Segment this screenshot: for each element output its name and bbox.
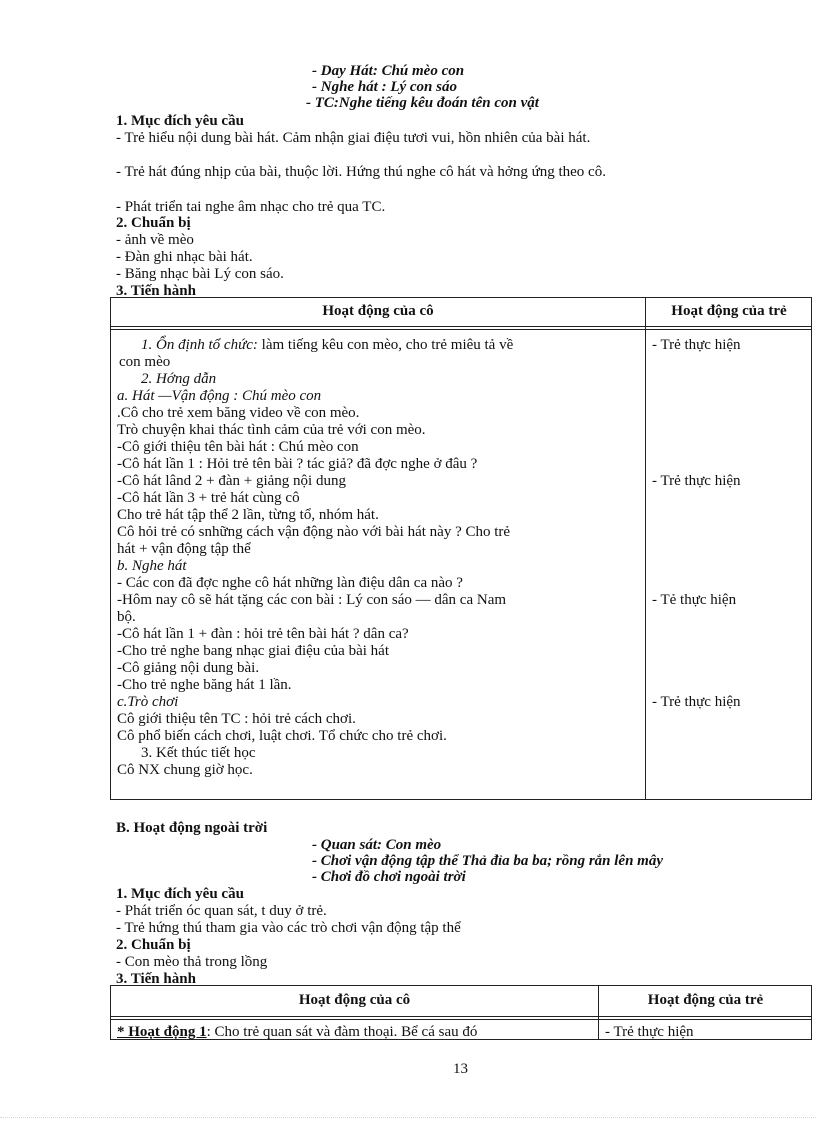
goals-heading: 1. Mục đích yêu cầu (116, 113, 244, 129)
line-a9: hát + vận động tập thể (117, 541, 251, 557)
line-b5: -Cho trẻ nghe bang nhạc giai điệu của bài hát (117, 643, 389, 659)
b-goal-2: - Trẻ hứng thú tham gia vào các trò chơi vận động tập thể (116, 920, 461, 936)
line-a8: Cô hỏi trẻ có snhững cách vận động nào với bài hát này ? Cho trẻ (117, 524, 511, 540)
goal-1: - Trẻ hiểu nội dung bài hát. Cảm nhận giai điệu tươi vui, hồn nhiên của bài hát. (116, 130, 591, 146)
step-1-line (141, 337, 513, 354)
b-header-divider-double (111, 1019, 811, 1020)
step-1-text: làm tiếng kêu con mèo, cho trẻ miêu tả về (257, 337, 514, 353)
child-column-header: Hoạt động của trẻ (671, 303, 787, 319)
line-b2: -Hôm nay cô sẽ hát tặng các con bài : Lý con sáo — dân ca Nam (117, 592, 507, 608)
activity-table (110, 297, 812, 800)
outdoor-activity-table (110, 985, 812, 1040)
line-b1: - Các con đã đợc nghe cô hát những làn điệu dân ca nào ? (117, 575, 463, 591)
b-prep-heading: 2. Chuẩn bị (116, 937, 191, 953)
b-header-divider (111, 1016, 811, 1017)
child-action-4: - Trẻ thực hiện (652, 694, 741, 710)
b-row-1-text (117, 1024, 477, 1040)
table-bottom-border (110, 1039, 812, 1040)
procedure-heading: 3. Tiến hành (116, 283, 196, 299)
line-c2: Cô phổ biến cách chơi, luật chơi. Tổ chức cho trẻ chơi. (117, 728, 447, 744)
section-b-title: B. Hoạt động ngoài trời (116, 820, 268, 836)
line-b6: -Cô giảng nội dung bài. (117, 660, 260, 676)
page-edge (0, 1117, 816, 1118)
line-a1: .Cô cho trẻ xem băng video về con mèo. (117, 405, 360, 421)
line-a4: -Cô hát lần 1 : Hỏi trẻ tên bài ? tác giả? đã đợc nghe ở đâu ? (117, 456, 478, 472)
prep-3: - Băng nhạc bài Lý con sáo. (116, 266, 284, 282)
line-a5: -Cô hát lând 2 + đàn + giảng nội dung (117, 473, 346, 489)
sub-c-title: c.Trò chơi (117, 694, 179, 710)
header-divider-double (111, 329, 811, 330)
line-b3: bộ. (117, 609, 136, 625)
b-goal-1: - Phát triển óc quan sát, t duy ở trẻ. (116, 903, 327, 919)
step-3-title: 3. Kết thúc tiết học (141, 745, 256, 761)
b-procedure-heading: 3. Tiến hành (116, 971, 196, 987)
page-number: 13 (453, 1061, 468, 1077)
activity-1-label: * Hoạt động 1 (117, 1024, 207, 1040)
goal-2: - Trẻ hát đúng nhịp của bài, thuộc lời. Hứng thú nghe cô hát và hởng ứng theo cô. (116, 164, 606, 180)
step-1-title: 1. Ổn định tổ chức: (141, 337, 258, 353)
line-a2: Trò chuyện khai thác tình cảm của trẻ với con mèo. (117, 422, 426, 438)
b-teacher-column-header: Hoạt động của cô (298, 992, 411, 1008)
column-divider (645, 298, 646, 799)
line-b4: -Cô hát lần 1 + đàn : hỏi trẻ tên bài hát ? dân ca? (117, 626, 409, 642)
b-prep-1: - Con mèo thả trong lồng (116, 954, 268, 970)
prep-2: - Đàn ghi nhạc bài hát. (116, 249, 253, 265)
header-divider (111, 326, 811, 327)
line-a7: Cho trẻ hát tập thể 2 lần, từng tổ, nhóm hát. (117, 507, 379, 523)
b-topic-1: - Quan sát: Con mèo (312, 837, 442, 853)
goal-3: - Phát triển tai nghe âm nhạc cho trẻ qua TC. (116, 199, 386, 215)
prep-heading: 2. Chuẩn bị (116, 215, 191, 231)
b-row-1-child: - Trẻ thực hiện (605, 1024, 694, 1040)
b-topic-3: - Chơi đồ chơi ngoài trời (312, 869, 466, 885)
child-action-3: - Tẻ thực hiện (652, 592, 737, 608)
b-topic-2: - Chơi vận động tập thể Thả đỉa ba ba; rồng rắn lên mây (312, 853, 664, 869)
b-child-column-header: Hoạt động của trẻ (647, 992, 764, 1008)
step-2-title: 2. Hớng dẫn (141, 371, 217, 387)
sub-a-title: a. Hát —Vận động : Chú mèo con (117, 388, 322, 404)
line-a3: -Cô giới thiệu tên bài hát : Chú mèo con (117, 439, 359, 455)
child-action-1: - Trẻ thực hiện (652, 337, 741, 353)
topic-2: - Nghe hát : Lý con sáo (312, 79, 457, 95)
line-a6: -Cô hát lần 3 + trẻ hát cùng cô (117, 490, 300, 506)
line-c1: Cô giới thiệu tên TC : hỏi trẻ cách chơi. (117, 711, 356, 727)
line-con-meo: con mèo (119, 354, 171, 370)
b-goals-heading: 1. Mục đích yêu cầu (116, 886, 244, 902)
activity-1-text: : Cho trẻ quan sát và đàm thoại. Bể cá sau đó (206, 1024, 478, 1040)
topic-3: - TC:Nghe tiếng kêu đoán tên con vật (306, 95, 539, 111)
sub-b-title: b. Nghe hát (117, 558, 187, 574)
line-b7: -Cho trẻ nghe băng hát 1 lần. (117, 677, 292, 693)
teacher-column-header: Hoạt động của cô (322, 303, 434, 319)
child-action-2: - Trẻ thực hiện (652, 473, 741, 489)
line-end: Cô NX chung giờ học. (117, 762, 253, 778)
prep-1: - ảnh về mèo (116, 232, 194, 248)
topic-1: - Day Hát: Chú mèo con (312, 63, 465, 79)
